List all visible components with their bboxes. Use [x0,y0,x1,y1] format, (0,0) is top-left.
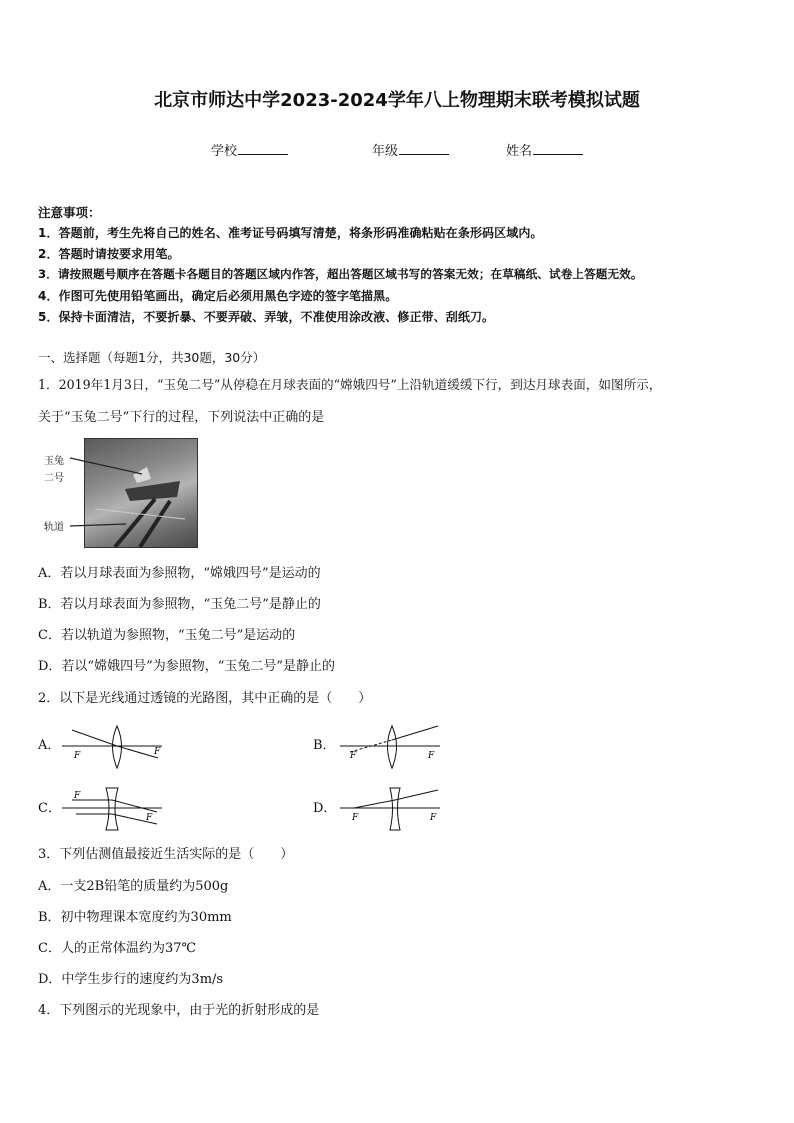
question-4: 4．下列图示的光现象中，由于光的折射形成的是 [38,1003,320,1018]
focus-label: F [430,813,437,823]
page-title: 北京市师达中学2023-2024学年八上物理期末联考模拟试题 [154,90,640,111]
notice-item: 4．作图可先使用铅笔画出，确定后必须用黑色字迹的签字笔描黑。 [38,289,398,303]
q2-option-d[interactable]: D． [313,801,337,816]
focus-label: F [154,747,161,757]
rover-label-line1: 玉兔 [44,456,64,467]
question-3: 3．下列估测值最接近生活实际的是（ ） [38,847,294,862]
q2-option-c[interactable]: C． [38,801,61,816]
lens-diagram-a [62,722,167,772]
grade-field[interactable] [372,140,449,159]
q1-option-b[interactable]: B．若以月球表面为参照物，“玉兔二号”是静止的 [38,597,321,612]
question-1-line2: 关于“玉兔二号”下行的过程，下列说法中正确的是 [38,410,325,425]
name-field[interactable] [506,140,583,159]
notice-item: 5．保持卡面清洁，不要折暴、不要弄破、弄皱，不准使用涂改液、修正带、刮纸刀。 [38,310,495,324]
q1-option-c[interactable]: C．若以轨道为参照物，“玉兔二号”是运动的 [38,628,296,643]
name-blank[interactable] [533,142,583,155]
school-blank[interactable] [238,142,288,155]
name-label: 姓名 [506,144,533,159]
q3-option-b[interactable]: B．初中物理课本宽度约为30mm [38,910,232,925]
school-label: 学校 [211,144,238,159]
focus-label: F [350,751,357,761]
track-label: 轨道 [44,522,64,533]
focus-label: F [352,813,359,823]
focus-label: F [428,751,435,761]
notice-item: 3．请按照题号顺序在答题卡各题目的答题区域内作答，超出答题区域书写的答案无效；在草稿纸、试卷上答题无效。 [38,267,643,281]
focus-label: F [74,751,81,761]
lens-diagram-d [340,784,445,834]
notice-item: 1．答题前，考生先将自己的姓名、准考证号码填写清楚，将条形码准确粘贴在条形码区域内。 [38,226,543,240]
q2-option-b[interactable]: B． [313,738,336,753]
notice-item: 2．答题时请按要求用笔。 [38,247,180,261]
q3-option-c[interactable]: C．人的正常体温约为37℃ [38,941,197,956]
focus-label: F [74,791,81,801]
q3-option-d[interactable]: D．中学生步行的速度约为3m/s [38,972,224,987]
lens-diagram-b [340,722,445,772]
school-field[interactable] [211,140,288,159]
focus-label: F [146,813,153,823]
grade-blank[interactable] [399,142,449,155]
photo-pointer-lines [66,440,146,540]
q3-option-a[interactable]: A．一支2B铅笔的质量约为500g [38,879,229,894]
question-1-line1: 1．2019年1月3日，“玉兔二号”从停稳在月球表面的“嫦娥四号”上沿轨道缓缓下行，到达月球表面，如图所示， [38,377,662,392]
grade-label: 年级 [372,144,399,159]
section-heading: 一、选择题（每题1分，共30题，30分） [38,350,266,365]
question-2: 2．以下是光线通过透镜的光路图，其中正确的是（ ） [38,691,372,706]
q1-option-d[interactable]: D．若以“嫦娥四号”为参照物，“玉兔二号”是静止的 [38,659,336,674]
q2-option-a[interactable]: A． [38,738,61,753]
rover-label-line2: 二号 [44,473,64,484]
notice-title: 注意事项： [38,205,101,220]
lens-diagram-c [62,784,167,834]
q1-option-a[interactable]: A．若以月球表面为参照物，“嫦娥四号”是运动的 [38,566,321,581]
